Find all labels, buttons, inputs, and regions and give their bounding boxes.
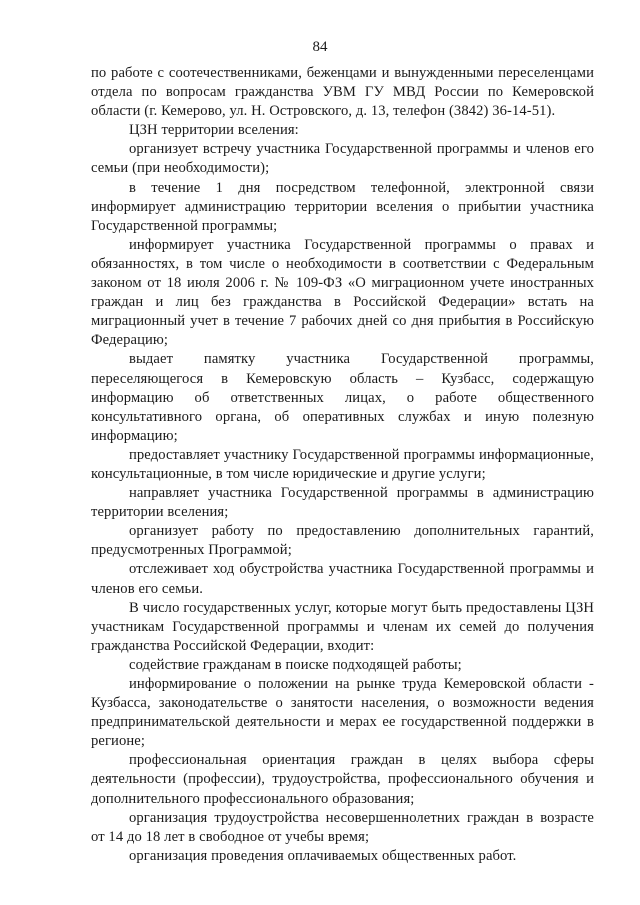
paragraph: организует встречу участника Государственной программы и членов его семьи (при необходимости); [91,141,594,177]
paragraph: организует работу по предоставлению дополнительных гарантий, предусмотренных Программой; [91,523,594,559]
paragraph: организация трудоустройства несовершеннолетних граждан в возрасте от 14 до 18 лет в свободное от учебы время; [91,809,594,845]
paragraph: профессиональная ориентация граждан в целях выбора сферы деятельности (профессии), трудоустройства, профессионального обучения и дополнительного профессионального образования; [91,752,594,807]
paragraph: по работе с соотечественниками, беженцами и вынужденными переселенцами отдела по вопросам гражданства УВМ ГУ МВД России по Кемеровской области (г. Кемерово, ул. Н. Островского, д. 13, телефон (3842) 36-14-51). [91,65,594,120]
paragraph: информирование о положении на рынке труда Кемеровской области - Кузбасса, законодательстве о занятости населения, о возможности ведения предпринимательской деятельности и мерах ее государственной поддержки в регионе; [91,676,594,750]
paragraph: отслеживает ход обустройства участника Государственной программы и членов его семьи. [91,561,594,597]
paragraph: содействие гражданам в поиске подходящей работы; [129,656,462,673]
paragraph: направляет участника Государственной программы в администрацию территории вселения; [91,485,594,521]
paragraph: ЦЗН территории вселения: [129,122,299,139]
paragraph: В число государственных услуг, которые могут быть предоставлены ЦЗН участникам Государственной программы и членам их семей до получения гражданства Российской Федерации, входит: [91,599,594,654]
paragraph: организация проведения оплачиваемых общественных работ. [129,847,517,864]
paragraph: выдает памятку участника Государственной программы, переселяющегося в Кемеровскую область – Кузбасс, содержащую информацию об ответственных лицах, о работе общественного консультативного органа, об оперативных службах и иную полезную информацию; [91,351,594,444]
paragraph: информирует участника Государственной программы о правах и обязанностях, в том числе о необходимости в соответствии с Федеральным законом от 18 июля 2006 г. № 109-ФЗ «О миграционном учете иностранных граждан и лиц без гражданства в Российской Федерации» встать на миграционный учет в течение 7 рабочих дней со дня прибытия в Российскую Федерацию; [91,236,594,349]
paragraph: предоставляет участнику Государственной программы информационные, консультационные, в том числе юридические и другие услуги; [91,446,594,482]
document-body [91,64,594,866]
paragraph: в течение 1 дня посредством телефонной, электронной связи информирует администрацию территории вселения о прибытии участника Государственной программы; [91,179,594,234]
page-number: 84 [312,39,328,55]
